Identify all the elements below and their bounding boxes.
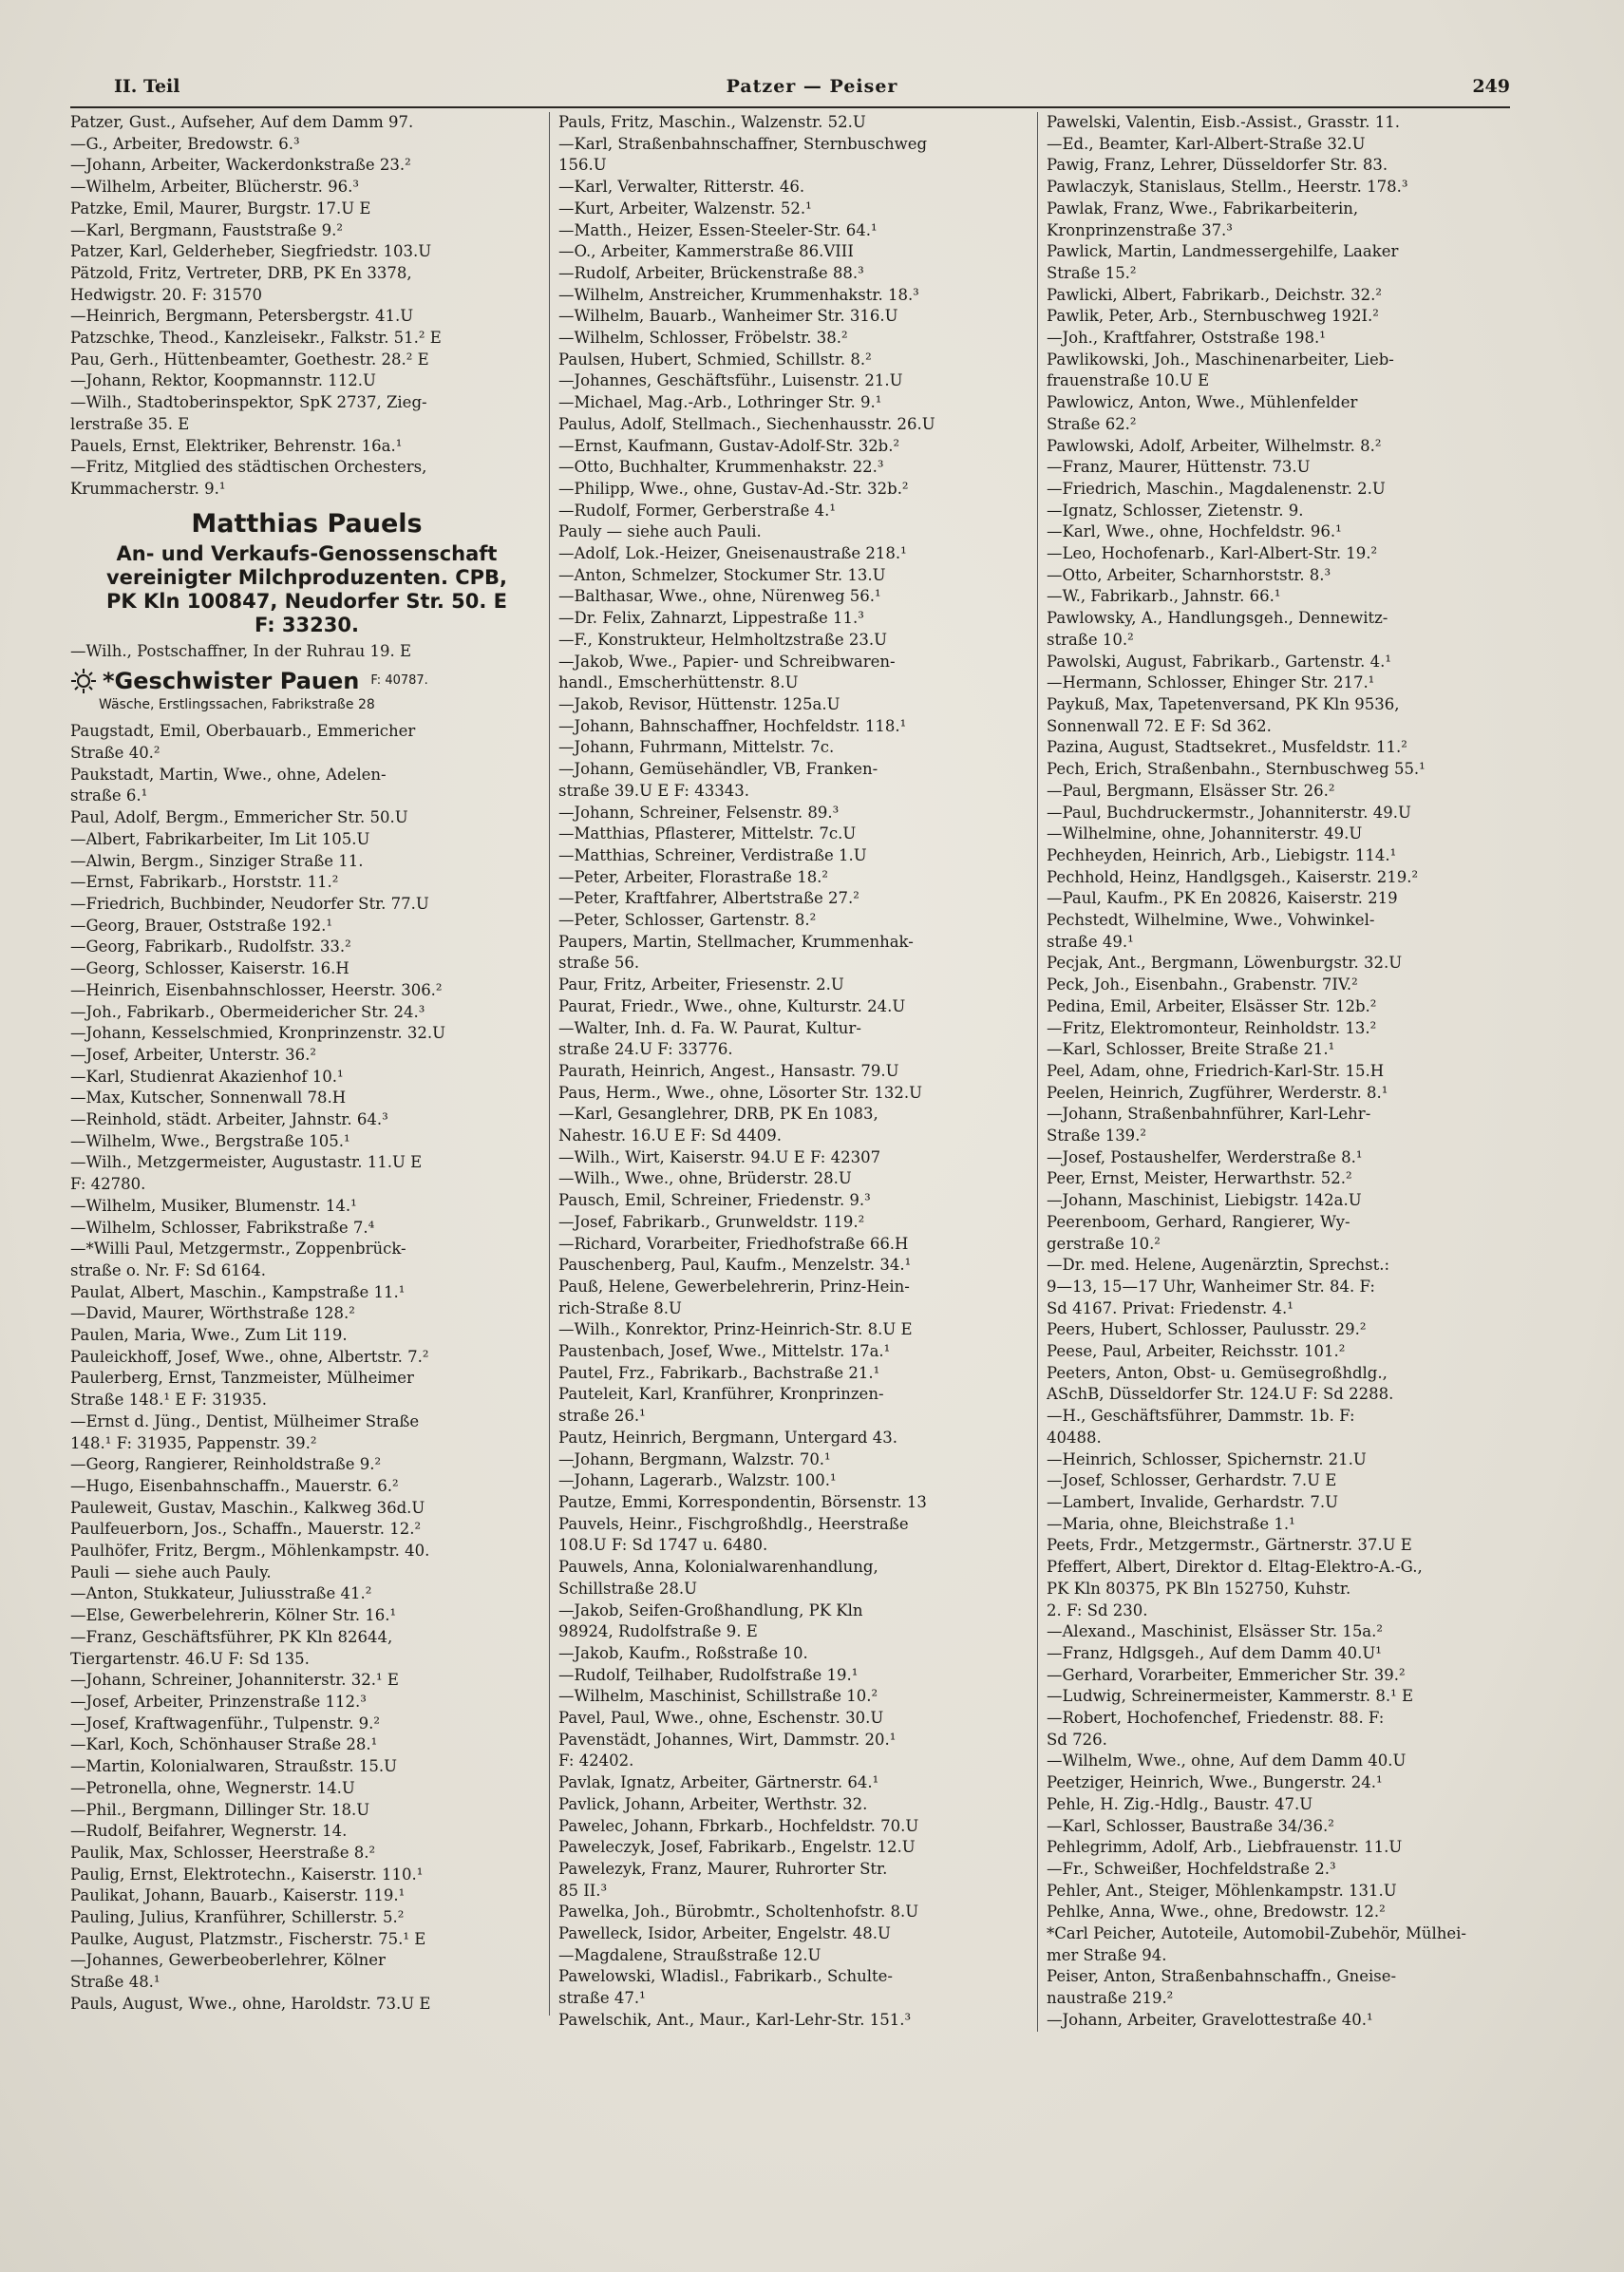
directory-line: —Ludwig, Schreinermeister, Kammerstr. 8.¹ E bbox=[1047, 1687, 1414, 1706]
entries-3 bbox=[1047, 112, 1510, 2032]
directory-line: —Wilhelm, Maschinist, Schillstraße 10.² bbox=[558, 1687, 878, 1706]
directory-line: straße 26.¹ bbox=[558, 1407, 646, 1426]
directory-line: —Josef, Arbeiter, Prinzenstraße 112.³ bbox=[70, 1693, 367, 1711]
directory-line: —Wilh., Metzgermeister, Augustastr. 11.U E bbox=[70, 1153, 423, 1172]
page-header bbox=[114, 76, 1510, 103]
directory-line: Pawelec, Johann, Fbrkarb., Hochfeldstr. 70.U bbox=[558, 1816, 919, 1835]
directory-line: Paulikat, Johann, Bauarb., Kaiserstr. 119.¹ bbox=[70, 1886, 406, 1905]
directory-line: Paykuß, Max, Tapetenversand, PK Kln 9536, bbox=[1047, 694, 1400, 713]
directory-line: Peets, Frdr., Metzgermstr., Gärtnerstr. 37.U E bbox=[1047, 1536, 1412, 1555]
ad-pauels-line: F: 33230. bbox=[255, 613, 359, 636]
directory-line: straße 49.¹ bbox=[1047, 932, 1134, 951]
directory-line: —Robert, Hochofenchef, Friedenstr. 88. F: bbox=[1047, 1709, 1385, 1728]
directory-line: —Rudolf, Former, Gerberstraße 4.¹ bbox=[558, 501, 836, 520]
directory-line: —W., Fabrikarb., Jahnstr. 66.¹ bbox=[1047, 587, 1281, 606]
directory-line: Paukstadt, Martin, Wwe., ohne, Adelen- bbox=[70, 765, 387, 784]
directory-line: —Magdalene, Straußstraße 12.U bbox=[558, 1945, 821, 1964]
directory-line: Pawelowski, Wladisl., Fabrikarb., Schulte- bbox=[558, 1967, 894, 1986]
directory-line: —Johannes, Geschäftsführ., Luisenstr. 21.U bbox=[558, 371, 903, 390]
directory-line: Peerenboom, Gerhard, Rangierer, Wy- bbox=[1047, 1212, 1350, 1231]
directory-line: Hedwigstr. 20. F: 31570 bbox=[70, 285, 262, 304]
directory-line: —Wilh., Postschaffner, In der Ruhrau 19. E bbox=[70, 641, 412, 660]
directory-line: Straße 48.¹ bbox=[70, 1973, 161, 1992]
directory-line: —Reinhold, städt. Arbeiter, Jahnstr. 64.³ bbox=[70, 1110, 388, 1129]
directory-line: 156.U bbox=[558, 156, 607, 175]
directory-line: —Franz, Hdlgsgeh., Auf dem Damm 40.U¹ bbox=[1047, 1643, 1382, 1662]
directory-line: Paurat, Friedr., Wwe., ohne, Kulturstr. 24.U bbox=[558, 996, 906, 1015]
directory-line: —Rudolf, Arbeiter, Brückenstraße 88.³ bbox=[558, 263, 864, 282]
directory-line: —Anton, Stukkateur, Juliusstraße 41.² bbox=[70, 1584, 372, 1603]
directory-line: straße o. Nr. F: Sd 6164. bbox=[70, 1260, 267, 1279]
directory-line: —F., Konstrukteur, Helmholtzstraße 23.U bbox=[558, 630, 887, 649]
directory-line: —Johann, Gemüsehändler, VB, Franken- bbox=[558, 760, 878, 779]
directory-line: —Friedrich, Buchbinder, Neudorfer Str. 77.U bbox=[70, 894, 429, 913]
directory-line: Peers, Hubert, Schlosser, Paulusstr. 29.² bbox=[1047, 1320, 1367, 1339]
directory-line: Pechstedt, Wilhelmine, Wwe., Vohwinkel- bbox=[1047, 911, 1375, 930]
directory-line: —Alwin, Bergm., Sinziger Straße 11. bbox=[70, 851, 364, 870]
directory-line: Pehler, Ant., Steiger, Möhlenkampstr. 131.U bbox=[1047, 1881, 1397, 1900]
directory-line: Peeters, Anton, Obst- u. Gemüsegroßhdlg., bbox=[1047, 1363, 1388, 1382]
directory-line: Pauly — siehe auch Pauli. bbox=[558, 522, 762, 541]
directory-line: —Wilhelm, Schlosser, Fröbelstr. 38.² bbox=[558, 329, 848, 348]
directory-line: Pawelka, Joh., Bürobmtr., Scholtenhofstr. 8.U bbox=[558, 1903, 919, 1922]
directory-line: —Karl, Wwe., ohne, Hochfeldstr. 96.¹ bbox=[1047, 522, 1342, 541]
directory-line: —Wilhelm, Arbeiter, Blücherstr. 96.³ bbox=[70, 178, 359, 197]
directory-line: Paulat, Albert, Maschin., Kampstraße 11.¹ bbox=[70, 1282, 406, 1301]
header-rule bbox=[70, 106, 1510, 108]
directory-line: Pawlick, Martin, Landmessergehilfe, Laaker bbox=[1047, 242, 1399, 261]
directory-line: —Matth., Heizer, Essen-Steeler-Str. 64.¹ bbox=[558, 220, 878, 239]
directory-line: —Peter, Kraftfahrer, Albertstraße 27.² bbox=[558, 889, 859, 908]
directory-line: PK Kln 80375, PK Bln 152750, Kuhstr. bbox=[1047, 1579, 1351, 1598]
directory-line: Peel, Adam, ohne, Friedrich-Karl-Str. 15.H bbox=[1047, 1061, 1385, 1080]
directory-line: Patzer, Karl, Gelderheber, Siegfriedstr. 103.U bbox=[70, 242, 432, 261]
directory-line: —Karl, Studienrat Akazienhof 10.¹ bbox=[70, 1067, 344, 1086]
directory-line: Paulus, Adolf, Stellmach., Siechenhausstr. 26.U bbox=[558, 414, 935, 433]
directory-line: —Hugo, Eisenbahnschaffn., Mauerstr. 6.² bbox=[70, 1476, 399, 1495]
directory-line: —Karl, Koch, Schönhauser Straße 28.¹ bbox=[70, 1735, 378, 1754]
directory-line: Peetziger, Heinrich, Wwe., Bungerstr. 24.¹ bbox=[1047, 1773, 1383, 1792]
directory-line: Paulfeuerborn, Jos., Schaffn., Mauerstr. 12.² bbox=[70, 1520, 422, 1539]
directory-line: Pazina, August, Stadtsekret., Musfeldstr. 11.² bbox=[1047, 738, 1407, 757]
directory-line: —Paul, Kaufm., PK En 20826, Kaiserstr. 219 bbox=[1047, 889, 1398, 908]
directory-line: —Wilhelm, Wwe., ohne, Auf dem Damm 40.U bbox=[1047, 1751, 1407, 1770]
directory-line: —Johann, Kesselschmied, Kronprinzenstr. 32.U bbox=[70, 1024, 445, 1043]
directory-line: Pawlikowski, Joh., Maschinenarbeiter, Lieb- bbox=[1047, 350, 1394, 369]
directory-line: —Kurt, Arbeiter, Walzenstr. 52.¹ bbox=[558, 199, 812, 218]
directory-line: —Adolf, Lok.-Heizer, Gneisenaustraße 218.¹ bbox=[558, 544, 907, 563]
directory-line: —Josef, Kraftwagenführ., Tulpenstr. 9.² bbox=[70, 1713, 381, 1732]
column-3 bbox=[1047, 112, 1510, 2032]
directory-line: F: 42402. bbox=[558, 1751, 634, 1770]
directory-line: ASchB, Düsseldorfer Str. 124.U F: Sd 2288. bbox=[1047, 1385, 1394, 1404]
directory-line: —Joh., Kraftfahrer, Oststraße 198.¹ bbox=[1047, 329, 1326, 348]
directory-line: —Johann, Arbeiter, Wackerdonkstraße 23.² bbox=[70, 156, 411, 175]
directory-line: —Karl, Straßenbahnschaffner, Sternbuschweg bbox=[558, 134, 928, 153]
directory-line: Pauvels, Heinr., Fischgroßhdlg., Heerstraße bbox=[558, 1514, 909, 1533]
directory-line: —O., Arbeiter, Kammerstraße 86.VIII bbox=[558, 242, 854, 261]
directory-line: Pautz, Heinrich, Bergmann, Untergard 43. bbox=[558, 1428, 897, 1447]
directory-line: —Ernst d. Jüng., Dentist, Mülheimer Straße bbox=[70, 1411, 420, 1430]
directory-line: Paulig, Ernst, Elektrotechn., Kaiserstr. 110.¹ bbox=[70, 1865, 424, 1884]
directory-line: —Leo, Hochofenarb., Karl-Albert-Str. 19.² bbox=[1047, 544, 1378, 563]
directory-line: Pawlowsky, A., Handlungsgeh., Dennewitz- bbox=[1047, 609, 1388, 628]
column-1 bbox=[70, 112, 550, 2016]
directory-line: Pau, Gerh., Hüttenbeamter, Goethestr. 28.² E bbox=[70, 350, 429, 369]
directory-line: —Wilh., Wirt, Kaiserstr. 94.U E F: 42307 bbox=[558, 1147, 881, 1166]
directory-line: naustraße 219.² bbox=[1047, 1989, 1174, 2008]
directory-line: Paulhöfer, Fritz, Bergm., Möhlenkampstr. 40. bbox=[70, 1542, 430, 1561]
directory-line: —Rudolf, Beifahrer, Wegnerstr. 14. bbox=[70, 1822, 348, 1841]
directory-line: Pauls, Fritz, Maschin., Walzenstr. 52.U bbox=[558, 113, 866, 131]
ad-pauels-title: Matthias Pauels bbox=[191, 508, 423, 539]
directory-line: straße 56. bbox=[558, 954, 640, 973]
directory-line: —Paul, Buchdruckermstr., Johanniterstr. 49.U bbox=[1047, 803, 1411, 822]
directory-line: —Wilhelm, Schlosser, Fabrikstraße 7.⁴ bbox=[70, 1218, 375, 1237]
directory-line: —Johann, Bergmann, Walzstr. 70.¹ bbox=[558, 1449, 831, 1468]
directory-line: Pech, Erich, Straßenbahn., Sternbuschweg 55.¹ bbox=[1047, 760, 1426, 779]
directory-line: Pavlick, Johann, Arbeiter, Werthstr. 32. bbox=[558, 1794, 868, 1813]
directory-line: straße 39.U E F: 43343. bbox=[558, 781, 749, 800]
directory-line: straße 10.² bbox=[1047, 630, 1134, 649]
directory-line: Patzer, Gust., Aufseher, Auf dem Damm 97. bbox=[70, 113, 414, 131]
directory-line: Pedina, Emil, Arbeiter, Elsässer Str. 12b.² bbox=[1047, 996, 1377, 1015]
directory-line: Pauteleit, Karl, Kranführer, Kronprinzen- bbox=[558, 1385, 884, 1404]
directory-line: —Albert, Fabrikarbeiter, Im Lit 105.U bbox=[70, 829, 370, 848]
directory-line: —Jakob, Revisor, Hüttenstr. 125a.U bbox=[558, 694, 840, 713]
directory-line: —Richard, Vorarbeiter, Friedhofstraße 66.H bbox=[558, 1234, 909, 1253]
directory-line: —Dr. med. Helene, Augenärztin, Sprechst.: bbox=[1047, 1256, 1390, 1275]
directory-line: Pecjak, Ant., Bergmann, Löwenburgstr. 32.U bbox=[1047, 954, 1403, 973]
directory-line: 98924, Rudolfstraße 9. E bbox=[558, 1622, 758, 1641]
directory-line: —Maria, ohne, Bleichstraße 1.¹ bbox=[1047, 1514, 1295, 1533]
directory-line: —Walter, Inh. d. Fa. W. Paurat, Kultur- bbox=[558, 1018, 861, 1037]
directory-line: lerstraße 35. E bbox=[70, 414, 190, 433]
directory-line: 85 II.³ bbox=[558, 1881, 608, 1900]
directory-line: Pavlak, Ignatz, Arbeiter, Gärtnerstr. 64.¹ bbox=[558, 1773, 879, 1792]
ad-pauels-line: PK Kln 100847, Neudorfer Str. 50. E bbox=[106, 589, 507, 613]
directory-line: Straße 40.² bbox=[70, 744, 161, 763]
directory-line: Pauleickhoff, Josef, Wwe., ohne, Albertstr. 7.² bbox=[70, 1347, 429, 1366]
directory-line: Pfeffert, Albert, Direktor d. Eltag-Elektro-A.-G., bbox=[1047, 1558, 1423, 1577]
entries-1b bbox=[70, 641, 543, 663]
directory-line: —Fritz, Elektromonteur, Reinholdstr. 13.² bbox=[1047, 1018, 1377, 1037]
entries-1a bbox=[70, 112, 543, 501]
directory-line: Paurath, Heinrich, Angest., Hansastr. 79.U bbox=[558, 1061, 899, 1080]
directory-line: —David, Maurer, Wörthstraße 128.² bbox=[70, 1304, 355, 1323]
ad-pauels-line: An- und Verkaufs-Genossenschaft bbox=[116, 541, 498, 565]
directory-line: straße 47.¹ bbox=[558, 1989, 646, 2008]
directory-line: —Otto, Buchhalter, Krummenhakstr. 22.³ bbox=[558, 458, 884, 477]
directory-line: Paupers, Martin, Stellmacher, Krummenhak- bbox=[558, 932, 914, 951]
directory-line: Peer, Ernst, Meister, Herwarthstr. 52.² bbox=[1047, 1169, 1352, 1188]
directory-line: —Wilhelm, Anstreicher, Krummenhakstr. 18.³ bbox=[558, 285, 919, 304]
directory-line: Straße 15.² bbox=[1047, 263, 1137, 282]
ad-pauen-title: *Geschwister Pauen bbox=[103, 668, 360, 694]
directory-line: —Heinrich, Bergmann, Petersbergstr. 41.U bbox=[70, 307, 414, 326]
directory-line: —Balthasar, Wwe., ohne, Nürenweg 56.¹ bbox=[558, 587, 881, 606]
directory-line: —Philipp, Wwe., ohne, Gustav-Ad.-Str. 32b.² bbox=[558, 479, 909, 498]
directory-line: —Karl, Schlosser, Baustraße 34/36.² bbox=[1047, 1816, 1334, 1835]
directory-line: Pavenstädt, Johannes, Wirt, Dammstr. 20.¹ bbox=[558, 1730, 897, 1749]
directory-line: Paweleczyk, Josef, Fabrikarb., Engelstr. 12.U bbox=[558, 1838, 916, 1857]
directory-line: *Carl Peicher, Autoteile, Automobil-Zubehör, Mülhei- bbox=[1047, 1924, 1466, 1943]
directory-line: Pechhold, Heinz, Handlgsgeh., Kaiserstr. 219.² bbox=[1047, 867, 1419, 886]
directory-line: —Max, Kutscher, Sonnenwall 78.H bbox=[70, 1089, 347, 1108]
directory-line: Pawlik, Peter, Arb., Sternbuschweg 192I.² bbox=[1047, 307, 1379, 326]
directory-line: 2. F: Sd 230. bbox=[1047, 1600, 1148, 1619]
directory-line: Nahestr. 16.U E F: Sd 4409. bbox=[558, 1127, 783, 1145]
directory-line: —Karl, Verwalter, Ritterstr. 46. bbox=[558, 178, 805, 197]
directory-line: Paulerberg, Ernst, Tanzmeister, Mülheimer bbox=[70, 1369, 414, 1388]
directory-line: —Lambert, Invalide, Gerhardstr. 7.U bbox=[1047, 1493, 1339, 1511]
directory-line: —Heinrich, Eisenbahnschlosser, Heerstr. 306.² bbox=[70, 980, 443, 999]
directory-line: —Karl, Gesanglehrer, DRB, PK En 1083, bbox=[558, 1105, 878, 1124]
ad-matthias-pauels bbox=[70, 506, 543, 637]
directory-line: 9—13, 15—17 Uhr, Wanheimer Str. 84. F: bbox=[1047, 1277, 1375, 1296]
directory-line: —Johann, Schreiner, Felsenstr. 89.³ bbox=[558, 803, 840, 822]
directory-line: —Wilh., Konrektor, Prinz-Heinrich-Str. 8.U E bbox=[558, 1320, 913, 1339]
directory-line: Pausch, Emil, Schreiner, Friedenstr. 9.³ bbox=[558, 1191, 871, 1210]
directory-line: straße 6.¹ bbox=[70, 786, 148, 805]
directory-line: —Georg, Schlosser, Kaiserstr. 16.H bbox=[70, 959, 349, 978]
directory-line: —Alexand., Maschinist, Elsässer Str. 15a.² bbox=[1047, 1622, 1384, 1641]
directory-line: Pätzold, Fritz, Vertreter, DRB, PK En 3378, bbox=[70, 263, 412, 282]
directory-line: —Johann, Arbeiter, Gravelottestraße 40.¹ bbox=[1047, 2010, 1373, 2029]
directory-line: —Joh., Fabrikarb., Obermeidericher Str. 24.³ bbox=[70, 1002, 425, 1021]
directory-line: —Franz, Maurer, Hüttenstr. 73.U bbox=[1047, 458, 1311, 477]
directory-line: —Anton, Schmelzer, Stockumer Str. 13.U bbox=[558, 565, 886, 584]
directory-line: Pauling, Julius, Kranführer, Schillerstr. 5.² bbox=[70, 1908, 405, 1927]
directory-line: Peelen, Heinrich, Zugführer, Werderstr. 8.¹ bbox=[1047, 1083, 1388, 1102]
directory-line: Pawlaczyk, Stanislaus, Stellm., Heerstr. 178.³ bbox=[1047, 178, 1408, 197]
directory-line: —Wilhelm, Musiker, Blumenstr. 14.¹ bbox=[70, 1196, 357, 1215]
directory-line: —Karl, Schlosser, Breite Straße 21.¹ bbox=[1047, 1040, 1335, 1059]
directory-line: Paulsen, Hubert, Schmied, Schillstr. 8.² bbox=[558, 350, 872, 369]
directory-line: Straße 148.¹ E F: 31935. bbox=[70, 1391, 267, 1410]
directory-line: Tiergartenstr. 46.U F: Sd 135. bbox=[70, 1649, 310, 1668]
directory-line: —Jakob, Kaufm., Roßstraße 10. bbox=[558, 1643, 808, 1662]
directory-line: —Wilhelm, Wwe., Bergstraße 105.¹ bbox=[70, 1131, 350, 1150]
directory-line: Pavel, Paul, Wwe., ohne, Eschenstr. 30.U bbox=[558, 1709, 884, 1728]
directory-line: Pawelezyk, Franz, Maurer, Ruhrorter Str. bbox=[558, 1859, 888, 1878]
directory-line: —Heinrich, Schlosser, Spichernstr. 21.U bbox=[1047, 1449, 1367, 1468]
directory-line: Paustenbach, Josef, Wwe., Mittelstr. 17a.¹ bbox=[558, 1342, 891, 1361]
directory-line: Paus, Herm., Wwe., ohne, Lösorter Str. 132.U bbox=[558, 1083, 923, 1102]
directory-line: —Johann, Rektor, Koopmannstr. 112.U bbox=[70, 371, 376, 390]
directory-line: Pawelski, Valentin, Eisb.-Assist., Grasstr. 11. bbox=[1047, 113, 1400, 131]
directory-line: —Wilhelm, Bauarb., Wanheimer Str. 316.U bbox=[558, 307, 898, 326]
directory-line: rich-Straße 8.U bbox=[558, 1298, 682, 1317]
directory-line: —Dr. Felix, Zahnarzt, Lippestraße 11.³ bbox=[558, 609, 864, 628]
directory-line: Peck, Joh., Eisenbahn., Grabenstr. 7IV.² bbox=[1047, 975, 1358, 994]
directory-line: Peiser, Anton, Straßenbahnschaffn., Gneise- bbox=[1047, 1967, 1397, 1986]
directory-line: —Johann, Schreiner, Johanniterstr. 32.¹ E bbox=[70, 1671, 399, 1690]
directory-line: —Matthias, Schreiner, Verdistraße 1.U bbox=[558, 845, 867, 864]
directory-line: Pauli — siehe auch Pauly. bbox=[70, 1562, 272, 1581]
directory-line: —Matthias, Pflasterer, Mittelstr. 7c.U bbox=[558, 824, 857, 843]
directory-line: Paur, Fritz, Arbeiter, Friesenstr. 2.U bbox=[558, 975, 844, 994]
directory-line: Paulen, Maria, Wwe., Zum Lit 119. bbox=[70, 1326, 348, 1345]
directory-line: —Hermann, Schlosser, Ehinger Str. 217.¹ bbox=[1047, 673, 1375, 692]
directory-line: —Else, Gewerbelehrerin, Kölner Str. 16.¹ bbox=[70, 1606, 397, 1625]
name-range: Patzer — Peiser bbox=[726, 76, 898, 97]
directory-line: Pawlicki, Albert, Fabrikarb., Deichstr. 32.² bbox=[1047, 285, 1382, 304]
directory-line: —Johann, Maschinist, Liebigstr. 142a.U bbox=[1047, 1191, 1362, 1210]
directory-line: Pauschenberg, Paul, Kaufm., Menzelstr. 34.¹ bbox=[558, 1256, 912, 1275]
directory-line: Pawelschik, Ant., Maur., Karl-Lehr-Str. 151.³ bbox=[558, 2010, 912, 2029]
directory-line: Paulke, August, Platzmstr., Fischerstr. 75.¹ E bbox=[70, 1929, 426, 1948]
ad-pauen-phone: F: 40787. bbox=[370, 673, 428, 688]
entries-1c bbox=[70, 721, 543, 2015]
directory-line: Pauß, Helene, Gewerbelehrerin, Prinz-Hein- bbox=[558, 1277, 910, 1296]
directory-line: Pauels, Ernst, Elektriker, Behrenstr. 16a.¹ bbox=[70, 436, 403, 455]
directory-line: Straße 139.² bbox=[1047, 1127, 1147, 1145]
directory-line: —Phil., Bergmann, Dillinger Str. 18.U bbox=[70, 1800, 370, 1819]
directory-line: —Georg, Fabrikarb., Rudolfstr. 33.² bbox=[70, 937, 351, 956]
directory-line: —Johann, Straßenbahnführer, Karl-Lehr- bbox=[1047, 1105, 1371, 1124]
directory-line: —Fr., Schweißer, Hochfeldstraße 2.³ bbox=[1047, 1859, 1336, 1878]
directory-line: —Wilh., Stadtoberinspektor, SpK 2737, Zieg- bbox=[70, 393, 427, 412]
directory-line: —Jakob, Seifen-Großhandlung, PK Kln bbox=[558, 1600, 863, 1619]
ad-pauels-line: vereinigter Milchproduzenten. CPB, bbox=[105, 565, 508, 589]
directory-line: 108.U F: Sd 1747 u. 6480. bbox=[558, 1536, 768, 1555]
directory-line: —Johann, Bahnschaffner, Hochfeldstr. 118.¹ bbox=[558, 716, 907, 735]
directory-line: Pawlowicz, Anton, Wwe., Mühlenfelder bbox=[1047, 393, 1358, 412]
page-number: 249 bbox=[1472, 76, 1510, 97]
directory-line: —Jakob, Wwe., Papier- und Schreibwaren- bbox=[558, 652, 896, 671]
directory-line: Sd 726. bbox=[1047, 1730, 1107, 1749]
directory-line: —Peter, Arbeiter, Florastraße 18.² bbox=[558, 867, 829, 886]
directory-line: Pauleweit, Gustav, Maschin., Kalkweg 36d.U bbox=[70, 1498, 425, 1517]
directory-line: —Georg, Rangierer, Reinholdstraße 9.² bbox=[70, 1455, 382, 1474]
directory-line: Pehlegrimm, Adolf, Arb., Liebfrauenstr. 11.U bbox=[1047, 1838, 1403, 1857]
directory-line: Pawelleck, Isidor, Arbeiter, Engelstr. 48.U bbox=[558, 1924, 891, 1943]
directory-line: Krummacherstr. 9.¹ bbox=[70, 479, 226, 498]
directory-line: —Johannes, Gewerbeoberlehrer, Kölner bbox=[70, 1951, 386, 1970]
directory-line: —Ignatz, Schlosser, Zietenstr. 9. bbox=[1047, 501, 1304, 520]
directory-line: —H., Geschäftsführer, Dammstr. 1b. F: bbox=[1047, 1407, 1355, 1426]
directory-line: —Otto, Arbeiter, Scharnhorststr. 8.³ bbox=[1047, 565, 1331, 584]
directory-line: Pautze, Emmi, Korrespondentin, Börsenstr. 13 bbox=[558, 1493, 927, 1511]
entries-2 bbox=[558, 112, 1031, 2032]
directory-line: Pawlowski, Adolf, Arbeiter, Wilhelmstr. 8.² bbox=[1047, 436, 1382, 455]
directory-line: frauenstraße 10.U E bbox=[1047, 371, 1210, 390]
directory-line: —Johann, Lagerarb., Walzstr. 100.¹ bbox=[558, 1471, 837, 1490]
directory-line: Paul, Adolf, Bergm., Emmericher Str. 50.U bbox=[70, 808, 408, 827]
directory-line: Peese, Paul, Arbeiter, Reichsstr. 101.² bbox=[1047, 1342, 1346, 1361]
directory-line: —Johann, Fuhrmann, Mittelstr. 7c. bbox=[558, 738, 835, 757]
directory-line: Pauwels, Anna, Kolonialwarenhandlung, bbox=[558, 1558, 878, 1577]
column-2 bbox=[558, 112, 1038, 2032]
directory-line: Paugstadt, Emil, Oberbauarb., Emmericher bbox=[70, 722, 416, 741]
directory-line: Straße 62.² bbox=[1047, 414, 1137, 433]
directory-line: —Ed., Beamter, Karl-Albert-Straße 32.U bbox=[1047, 134, 1366, 153]
directory-line: —Gerhard, Vorarbeiter, Emmericher Str. 39.² bbox=[1047, 1665, 1406, 1684]
directory-line: —Josef, Arbeiter, Unterstr. 36.² bbox=[70, 1045, 316, 1064]
directory-line: —*Willi Paul, Metzgermstr., Zoppenbrück- bbox=[70, 1240, 406, 1259]
directory-line: Pauls, August, Wwe., ohne, Haroldstr. 73.U E bbox=[70, 1994, 431, 2013]
directory-line: Pautel, Frz., Fabrikarb., Bachstraße 21.¹ bbox=[558, 1363, 880, 1382]
directory-line: —Josef, Schlosser, Gerhardstr. 7.U E bbox=[1047, 1471, 1337, 1490]
directory-line: —Karl, Bergmann, Fauststraße 9.² bbox=[70, 220, 343, 239]
directory-line: 148.¹ F: 31935, Pappenstr. 39.² bbox=[70, 1433, 317, 1452]
directory-line: —Josef, Fabrikarb., Grunweldstr. 119.² bbox=[558, 1212, 865, 1231]
directory-line: Sd 4167. Privat: Friedenstr. 4.¹ bbox=[1047, 1298, 1294, 1317]
ad-pauen-subtitle: Wäsche, Erstlingssachen, Fabrikstraße 28 bbox=[99, 697, 375, 713]
directory-line: —Peter, Schlosser, Gartenstr. 8.² bbox=[558, 911, 817, 930]
directory-line: gerstraße 10.² bbox=[1047, 1234, 1161, 1253]
directory-line: —Petronella, ohne, Wegnerstr. 14.U bbox=[70, 1778, 355, 1797]
directory-line: —Rudolf, Teilhaber, Rudolfstraße 19.¹ bbox=[558, 1665, 859, 1684]
directory-line: —Paul, Bergmann, Elsässer Str. 26.² bbox=[1047, 781, 1335, 800]
directory-line: 40488. bbox=[1047, 1428, 1102, 1447]
directory-line: Pehlke, Anna, Wwe., ohne, Bredowstr. 12.² bbox=[1047, 1903, 1386, 1922]
directory-line: —Friedrich, Maschin., Magdalenenstr. 2.U bbox=[1047, 479, 1386, 498]
directory-line: —Wilh., Wwe., ohne, Brüderstr. 28.U bbox=[558, 1169, 852, 1188]
directory-line: Pehle, H. Zig.-Hdlg., Baustr. 47.U bbox=[1047, 1794, 1313, 1813]
directory-line: Paulik, Max, Schlosser, Heerstraße 8.² bbox=[70, 1843, 376, 1862]
directory-line: Pawig, Franz, Lehrer, Düsseldorfer Str. 83. bbox=[1047, 156, 1388, 175]
directory-line: mer Straße 94. bbox=[1047, 1945, 1167, 1964]
directory-line: Pawolski, August, Fabrikarb., Gartenstr. 4.¹ bbox=[1047, 652, 1391, 671]
directory-line: —Wilhelmine, ohne, Johanniterstr. 49.U bbox=[1047, 824, 1363, 843]
directory-line: —Franz, Geschäftsführer, PK Kln 82644, bbox=[70, 1627, 393, 1646]
directory-line: —Ernst, Kaufmann, Gustav-Adolf-Str. 32b.² bbox=[558, 436, 900, 455]
directory-line: straße 24.U F: 33776. bbox=[558, 1040, 733, 1059]
directory-line: Patzke, Emil, Maurer, Burgstr. 17.U E bbox=[70, 199, 371, 218]
directory-line: Sonnenwall 72. E F: Sd 362. bbox=[1047, 716, 1272, 735]
directory-line: —Josef, Postaushelfer, Werderstraße 8.¹ bbox=[1047, 1147, 1363, 1166]
directory-line: Pawlak, Franz, Wwe., Fabrikarbeiterin, bbox=[1047, 199, 1359, 218]
directory-line: —Martin, Kolonialwaren, Straußstr. 15.U bbox=[70, 1757, 398, 1776]
ad-geschwister-pauen bbox=[70, 668, 543, 715]
directory-line: Schillstraße 28.U bbox=[558, 1579, 698, 1598]
sunburst-logo-icon bbox=[70, 668, 97, 694]
directory-line: —Ernst, Fabrikarb., Horststr. 11.² bbox=[70, 873, 339, 892]
directory-line: Patzschke, Theod., Kanzleisekr., Falkstr. 51.² E bbox=[70, 329, 442, 348]
directory-line: Pechheyden, Heinrich, Arb., Liebigstr. 114.¹ bbox=[1047, 845, 1397, 864]
directory-line: Kronprinzenstraße 37.³ bbox=[1047, 220, 1233, 239]
part-label: II. Teil bbox=[114, 76, 180, 97]
directory-line: —Fritz, Mitglied des städtischen Orchesters, bbox=[70, 458, 427, 477]
directory-line: handl., Emscherhüttenstr. 8.U bbox=[558, 673, 799, 692]
directory-line: —Georg, Brauer, Oststraße 192.¹ bbox=[70, 916, 332, 935]
directory-line: —G., Arbeiter, Bredowstr. 6.³ bbox=[70, 134, 300, 153]
directory-line: F: 42780. bbox=[70, 1175, 146, 1194]
directory-line: —Michael, Mag.-Arb., Lothringer Str. 9.¹ bbox=[558, 393, 882, 412]
